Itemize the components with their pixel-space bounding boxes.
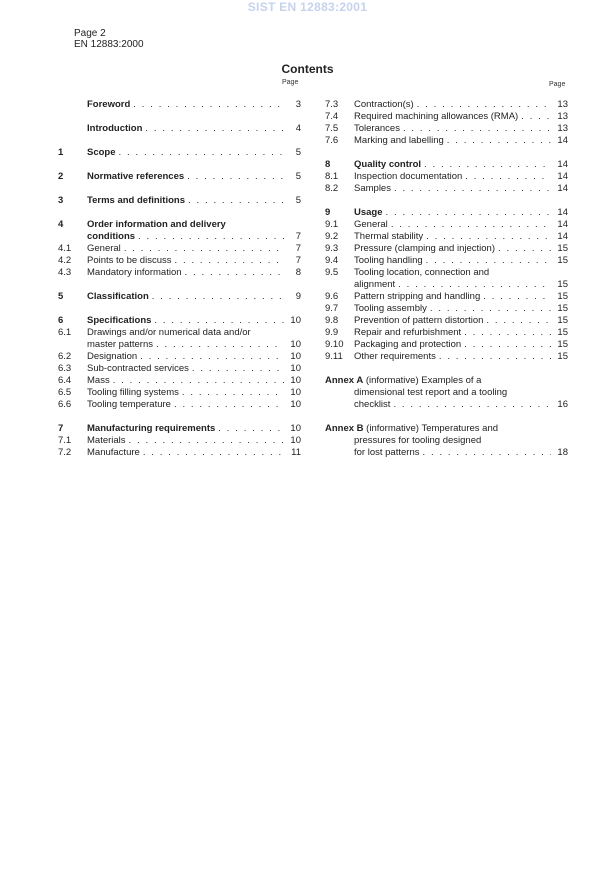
toc-entry-page: 15 <box>557 303 568 314</box>
dot-leader <box>175 255 285 267</box>
dot-leader <box>156 339 284 351</box>
toc-entry[interactable] <box>325 123 568 135</box>
toc-left-column <box>58 99 301 459</box>
toc-entry[interactable] <box>325 111 568 123</box>
toc-entry[interactable] <box>58 339 301 351</box>
toc-entry[interactable] <box>325 375 568 387</box>
toc-entry-page: 15 <box>557 243 568 254</box>
dot-leader <box>422 447 551 459</box>
toc-entry-title: master patterns <box>87 339 153 350</box>
toc-entry[interactable] <box>325 315 568 327</box>
toc-entry-number: 3 <box>58 195 64 206</box>
dot-leader <box>521 111 551 123</box>
dot-leader <box>174 399 284 411</box>
dot-leader <box>140 351 284 363</box>
toc-entry[interactable] <box>58 315 301 327</box>
toc-entry[interactable] <box>58 99 301 111</box>
toc-entry-title: Inspection documentation <box>354 171 463 182</box>
toc-entry-number: 6.6 <box>58 399 72 410</box>
toc-entry[interactable] <box>58 147 301 159</box>
toc-entry-number: 9.4 <box>325 255 339 266</box>
toc-entry-number: 2 <box>58 171 64 182</box>
toc-entry-page: 14 <box>557 171 568 182</box>
toc-entry-title: Introduction <box>87 123 143 134</box>
toc-entry[interactable] <box>325 255 568 267</box>
page-label-right: Page <box>549 81 566 88</box>
toc-entry-title: Thermal stability <box>354 231 424 242</box>
toc-entry[interactable] <box>58 423 301 435</box>
toc-entry-page: 14 <box>557 219 568 230</box>
toc-entry-title: Points to be discuss <box>87 255 172 266</box>
toc-entry-title: Mandatory information <box>87 267 182 278</box>
toc-entry-page: 15 <box>557 351 568 362</box>
toc-entry-page: 10 <box>290 435 301 446</box>
toc-entry-number: 9.8 <box>325 315 339 326</box>
toc-entry-title: Usage <box>354 207 383 218</box>
toc-entry[interactable] <box>325 387 568 399</box>
toc-entry-page: 15 <box>557 255 568 266</box>
toc-entry-title: (informative) Temperatures and <box>363 423 499 434</box>
toc-entry-title: Packaging and protection <box>354 339 462 350</box>
dot-leader <box>143 447 284 459</box>
toc-gap <box>325 411 568 423</box>
toc-entry[interactable] <box>58 327 301 339</box>
toc-entry-number: 6.1 <box>58 327 72 338</box>
dot-leader <box>417 99 551 111</box>
toc-entry-number: 7.5 <box>325 123 339 134</box>
toc-entry-title: dimensional test report and a tooling <box>354 387 508 398</box>
toc-entry-title: General <box>354 219 388 230</box>
toc-entry-number: 6 <box>58 315 64 326</box>
toc-entry[interactable] <box>58 255 301 267</box>
toc-entry-page: 10 <box>290 363 301 374</box>
toc-entry-page: 5 <box>295 171 301 182</box>
dot-leader <box>187 171 284 183</box>
toc-entry-title: Mass <box>87 375 110 386</box>
toc-entry-title: Tooling temperature <box>87 399 171 410</box>
toc-entry-page: 13 <box>557 99 568 110</box>
toc-entry-page: 10 <box>290 423 301 434</box>
toc-entry[interactable] <box>58 387 301 399</box>
toc-entry-number: 1 <box>58 147 64 158</box>
dot-leader <box>113 375 284 387</box>
dot-leader <box>486 315 551 327</box>
toc-entry-number: 8.1 <box>325 171 339 182</box>
toc-entry-number: 4.2 <box>58 255 72 266</box>
toc-entry-title: Marking and labelling <box>354 135 444 146</box>
toc-entry-title: checklist <box>354 399 391 410</box>
dot-leader <box>498 243 551 255</box>
toc-entry-number: 7.2 <box>58 447 72 458</box>
toc-entry-title: Drawings and/or numerical data and/or <box>87 327 251 338</box>
toc-entry-title: for lost patterns <box>354 447 420 458</box>
toc-entry[interactable] <box>58 123 301 135</box>
toc-entry-title: pressures for tooling designed <box>354 435 482 446</box>
toc-entry-page: 10 <box>290 375 301 386</box>
toc-entry-page: 13 <box>557 111 568 122</box>
dot-leader <box>426 255 551 267</box>
toc-entry[interactable] <box>325 99 568 111</box>
toc-entry-title: Materials <box>87 435 126 446</box>
toc-entry-number: 7.3 <box>325 99 339 110</box>
toc-right-column <box>325 99 568 459</box>
toc-entry-page: 7 <box>295 231 301 242</box>
toc-entry[interactable] <box>58 435 301 447</box>
dot-leader <box>218 423 284 435</box>
toc-entry-title: General <box>87 243 121 254</box>
toc-entry-title: Tolerances <box>354 123 400 134</box>
toc-entry-page: 11 <box>291 447 301 458</box>
toc-entry-page: 14 <box>557 207 568 218</box>
toc-entry[interactable] <box>58 243 301 255</box>
toc-entry-page: 5 <box>295 147 301 158</box>
dot-leader <box>129 435 284 447</box>
toc-entry-title: Repair and refurbishment <box>354 327 462 338</box>
toc-gap <box>58 111 301 123</box>
dot-leader <box>133 99 284 111</box>
toc-entry-page: 15 <box>557 279 568 290</box>
toc-entry[interactable] <box>58 267 301 279</box>
dot-leader <box>185 267 284 279</box>
toc-entry[interactable] <box>325 159 568 171</box>
toc-entry-title: Quality control <box>354 159 422 170</box>
toc-entry-title: Foreword <box>87 99 131 110</box>
toc-entry-page: 9 <box>295 291 301 302</box>
page-label-left: Page <box>282 79 299 86</box>
toc-entry[interactable] <box>325 291 568 303</box>
toc-entry-title: conditions <box>87 231 136 242</box>
toc-entry-number: 8.2 <box>325 183 339 194</box>
toc-gap <box>58 159 301 171</box>
toc-entry-number: 9.6 <box>325 291 339 302</box>
toc-entry[interactable] <box>325 303 568 315</box>
toc-entry-page: 18 <box>557 447 568 458</box>
dot-leader <box>464 327 551 339</box>
toc-entry[interactable] <box>325 423 568 435</box>
toc-entry-page: 4 <box>295 123 301 134</box>
toc-entry[interactable] <box>58 195 301 207</box>
dot-leader <box>430 303 551 315</box>
dot-leader <box>152 291 284 303</box>
toc-entry-page: 14 <box>557 183 568 194</box>
toc-entry-title: Manufacturing requirements <box>87 423 216 434</box>
toc-entry[interactable] <box>325 399 568 411</box>
toc-entry-page: 13 <box>557 123 568 134</box>
toc-entry-number: 6.4 <box>58 375 72 386</box>
toc-entry[interactable] <box>58 363 301 375</box>
dot-leader <box>393 399 551 411</box>
dot-leader <box>192 363 284 375</box>
dot-leader <box>119 147 284 159</box>
watermark: SIST EN 12883:2001 <box>247 0 368 14</box>
toc-entry[interactable] <box>58 351 301 363</box>
toc-entry-page: 10 <box>290 399 301 410</box>
toc-entry-number: 7.6 <box>325 135 339 146</box>
toc-gap <box>58 183 301 195</box>
toc-entry-number: 6.5 <box>58 387 72 398</box>
toc-entry-page: 15 <box>557 327 568 338</box>
dot-leader <box>386 207 551 219</box>
toc-entry[interactable] <box>58 231 301 243</box>
toc-entry[interactable] <box>58 375 301 387</box>
toc-entry[interactable] <box>325 219 568 231</box>
page-header <box>74 28 144 50</box>
dot-leader <box>426 231 551 243</box>
toc-entry-number: 6.2 <box>58 351 72 362</box>
toc-entry-number: 4 <box>58 219 64 230</box>
toc-entry-title: alignment <box>354 279 396 290</box>
toc-entry-page: 10 <box>290 315 301 326</box>
toc-entry-title: Required machining allowances (RMA) <box>354 111 519 122</box>
page-number: Page 2 <box>74 28 106 39</box>
toc-gap <box>325 147 568 159</box>
toc-entry-title: Prevention of pattern distortion <box>354 315 484 326</box>
dot-leader <box>145 123 284 135</box>
toc-entry-page: 7 <box>295 243 301 254</box>
toc-entry-number: 7.1 <box>58 435 72 446</box>
toc-entry-title: Designation <box>87 351 138 362</box>
toc-entry-title: Normative references <box>87 171 185 182</box>
annex-label: Annex A <box>325 375 364 386</box>
toc-entry-title: Pressure (clamping and injection) <box>354 243 495 254</box>
toc-entry-page: 10 <box>290 339 301 350</box>
dot-leader <box>124 243 284 255</box>
dot-leader <box>154 315 284 327</box>
dot-leader <box>394 183 551 195</box>
annex-label: Annex B <box>325 423 364 434</box>
toc-entry-title: Sub-contracted services <box>87 363 189 374</box>
toc-entry-number: 9.5 <box>325 267 339 278</box>
toc-entry-title: Tooling handling <box>354 255 423 266</box>
toc-entry-title: Contraction(s) <box>354 99 414 110</box>
toc-entry-title: (informative) Examples of a <box>363 375 482 386</box>
toc-entry-page: 3 <box>295 99 301 110</box>
dot-leader <box>439 351 551 363</box>
dot-leader <box>182 387 284 399</box>
toc-entry-number: 9.9 <box>325 327 339 338</box>
toc-gap <box>58 135 301 147</box>
toc-entry[interactable] <box>325 231 568 243</box>
dot-leader <box>398 279 551 291</box>
toc-entry[interactable] <box>58 219 301 231</box>
toc-entry-number: 9.10 <box>325 339 344 350</box>
toc-entry-title: Scope <box>87 147 116 158</box>
toc-gap <box>58 303 301 315</box>
dot-leader <box>403 123 551 135</box>
toc-entry[interactable] <box>325 243 568 255</box>
toc-entry-page: 14 <box>557 231 568 242</box>
toc-entry-page: 10 <box>290 387 301 398</box>
standard-id: EN 12883:2000 <box>74 39 144 50</box>
toc-entry-page: 14 <box>557 135 568 146</box>
dot-leader <box>465 171 551 183</box>
toc-entry-title: Manufacture <box>87 447 140 458</box>
toc-entry-page: 10 <box>290 351 301 362</box>
toc-entry-number: 7.4 <box>325 111 339 122</box>
dot-leader <box>464 339 551 351</box>
toc-entry-number: 5 <box>58 291 64 302</box>
toc-entry-number: 9.1 <box>325 219 339 230</box>
toc-entry-number: 4.1 <box>58 243 72 254</box>
toc-entry-page: 15 <box>557 339 568 350</box>
toc-entry[interactable] <box>325 135 568 147</box>
toc-entry-page: 14 <box>557 159 568 170</box>
toc-entry-title: Specifications <box>87 315 152 326</box>
toc-entry[interactable] <box>58 171 301 183</box>
toc-entry-title: Tooling filling systems <box>87 387 179 398</box>
toc-entry-number: 4.3 <box>58 267 72 278</box>
dot-leader <box>188 195 284 207</box>
toc-entry[interactable] <box>325 435 568 447</box>
toc-entry-title: Tooling assembly <box>354 303 427 314</box>
toc-gap <box>58 411 301 423</box>
toc-entry[interactable] <box>325 351 568 363</box>
toc-entry-title: Classification <box>87 291 149 302</box>
toc-entry[interactable] <box>325 279 568 291</box>
toc-entry-number: 9.11 <box>325 351 343 362</box>
toc-entry-page: 8 <box>295 267 301 278</box>
toc-entry-page: 15 <box>557 315 568 326</box>
toc-entry-number: 8 <box>325 159 331 170</box>
toc-entry-number: 9.3 <box>325 243 339 254</box>
toc-entry-title: Tooling location, connection and <box>354 267 490 278</box>
toc-entry-title: Order information and delivery <box>87 219 226 230</box>
toc-entry[interactable] <box>58 447 301 459</box>
toc-entry-title: Pattern stripping and handling <box>354 291 481 302</box>
toc-entry-number: 9.7 <box>325 303 339 314</box>
toc-entry-page: 7 <box>295 255 301 266</box>
toc-entry-title: Terms and definitions <box>87 195 186 206</box>
dot-leader <box>447 135 551 147</box>
toc-entry-number: 6.3 <box>58 363 72 374</box>
toc-entry[interactable] <box>325 447 568 459</box>
dot-leader <box>138 231 284 243</box>
page-title: Contents <box>281 62 334 76</box>
toc-entry-page: 15 <box>557 291 568 302</box>
toc-entry-number: 9 <box>325 207 331 218</box>
dot-leader <box>391 219 551 231</box>
toc-entry[interactable] <box>325 207 568 219</box>
toc-gap <box>325 363 568 375</box>
toc-entry[interactable] <box>325 267 568 279</box>
toc-gap <box>58 207 301 219</box>
toc-entry-title: Other requirements <box>354 351 436 362</box>
toc-entry-number: 9.2 <box>325 231 339 242</box>
toc-gap <box>325 195 568 207</box>
toc-entry[interactable] <box>325 327 568 339</box>
toc-entry[interactable] <box>325 339 568 351</box>
toc-entry-page: 16 <box>557 399 568 410</box>
dot-leader <box>483 291 551 303</box>
toc-entry[interactable] <box>58 399 301 411</box>
dot-leader <box>424 159 551 171</box>
toc-entry[interactable] <box>325 171 568 183</box>
toc-entry-page: 5 <box>295 195 301 206</box>
toc-entry[interactable] <box>325 183 568 195</box>
toc-gap <box>58 279 301 291</box>
toc-entry[interactable] <box>58 291 301 303</box>
toc-entry-number: 7 <box>58 423 64 434</box>
toc-entry-title: Samples <box>354 183 391 194</box>
